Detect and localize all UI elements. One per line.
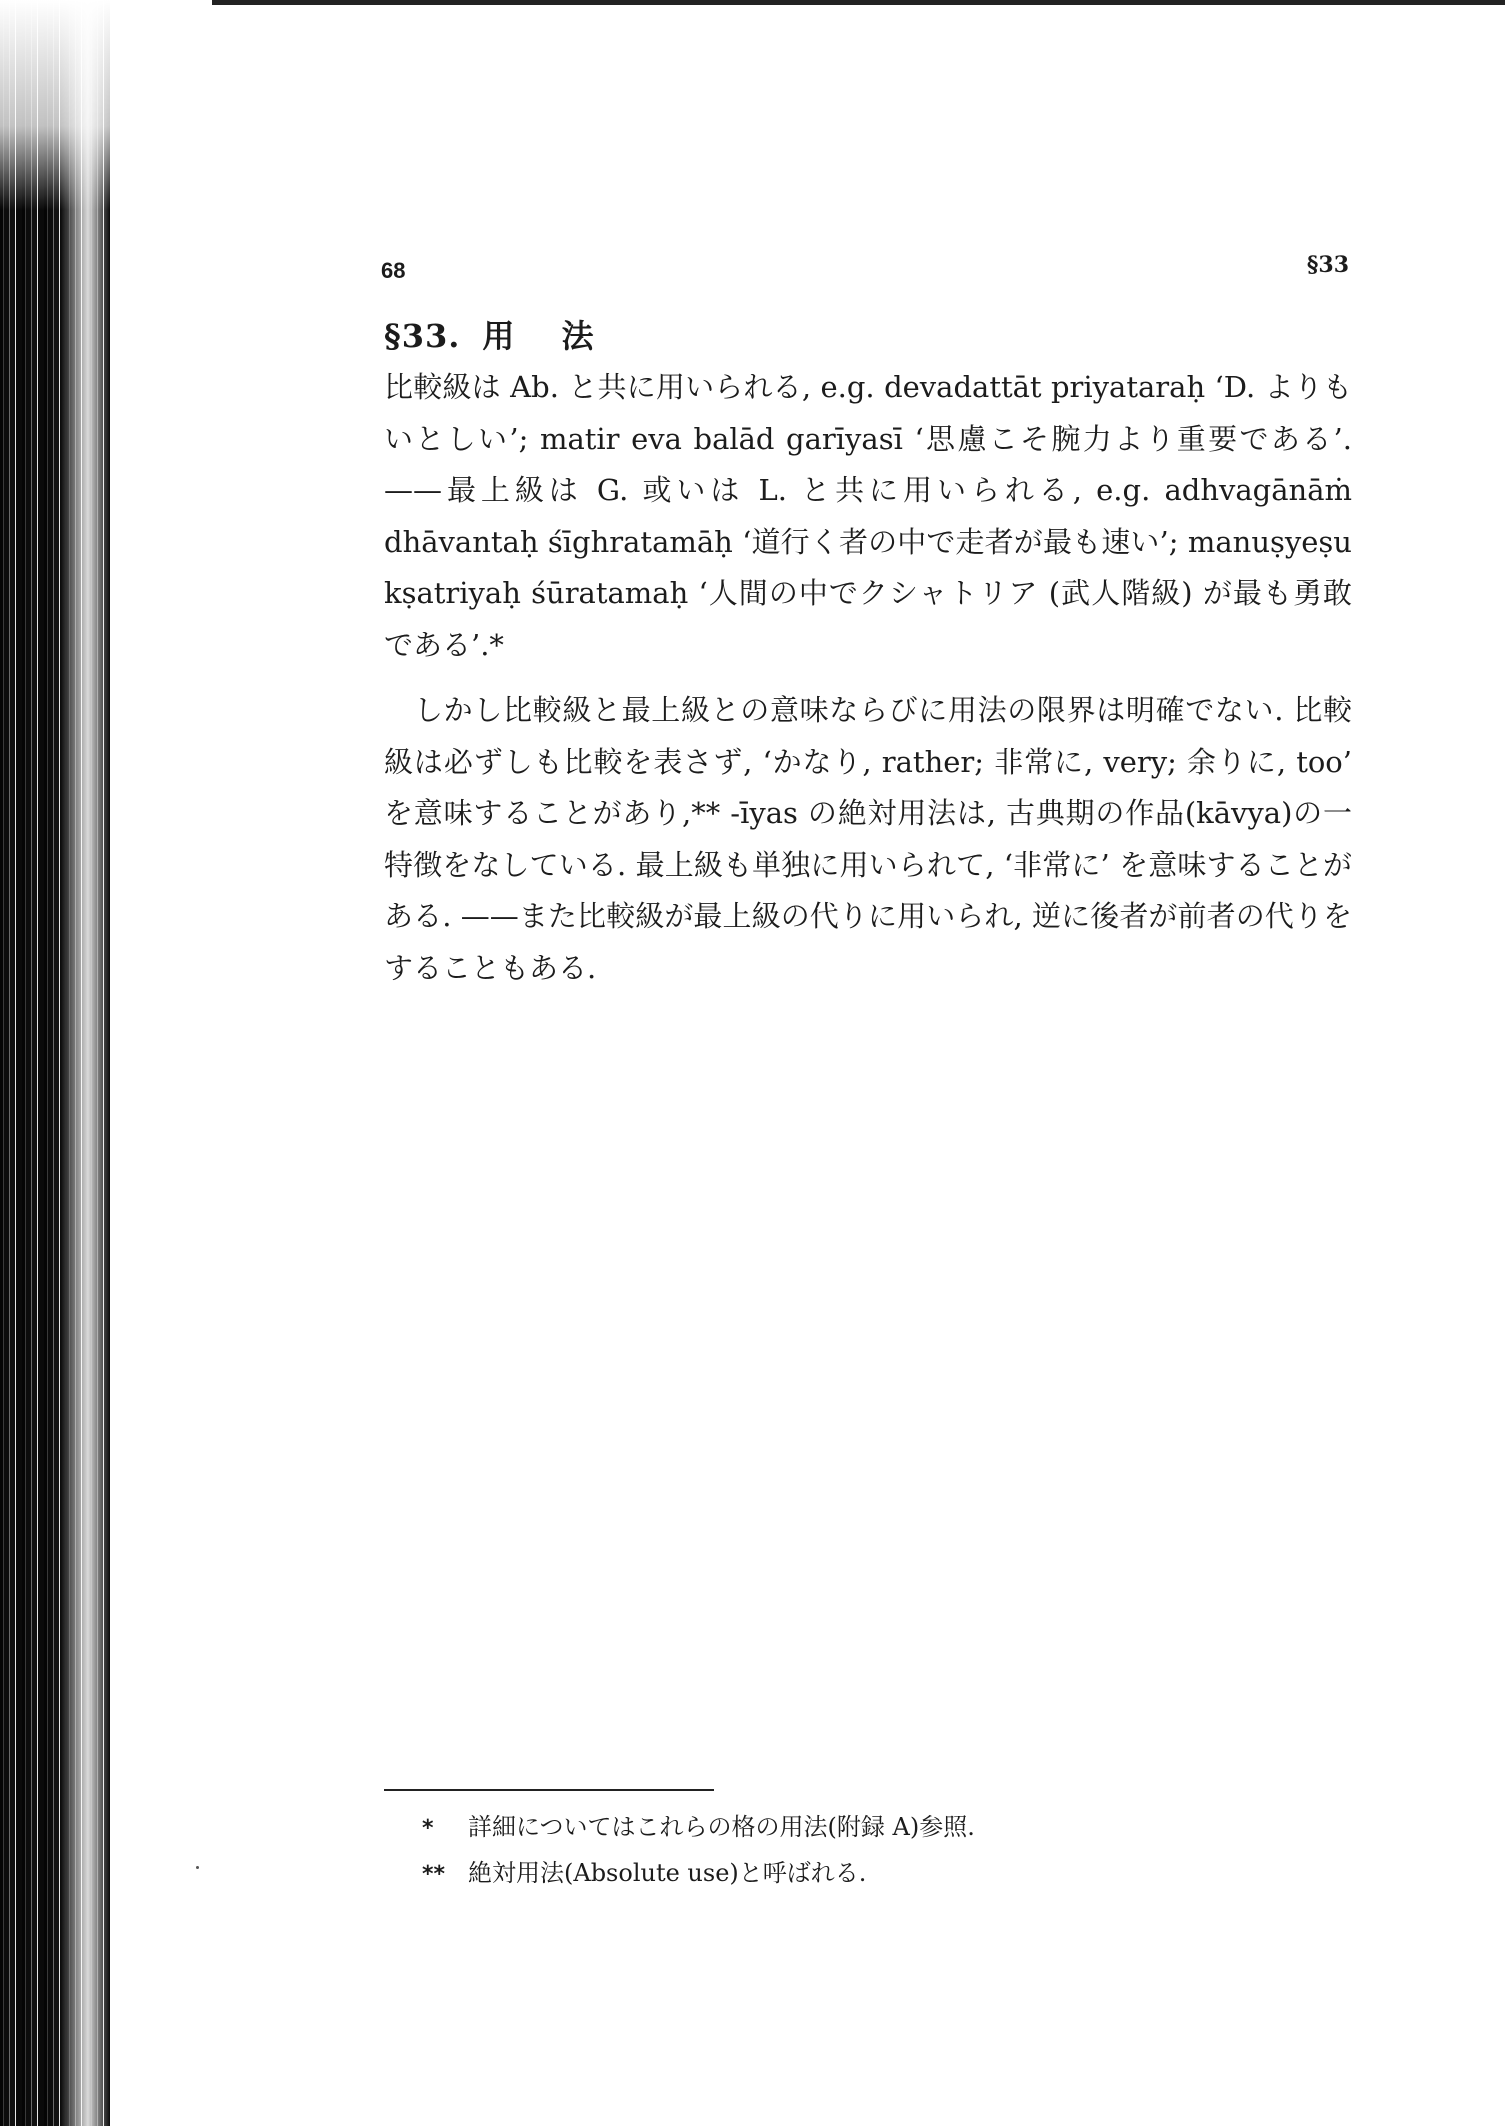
scan-speck	[196, 1866, 199, 1869]
footnote-item	[422, 1804, 1322, 1850]
page-number: 68	[381, 258, 406, 283]
section-number: §33.	[384, 317, 461, 355]
scan-top-edge	[212, 0, 1505, 5]
section-heading	[384, 310, 1352, 362]
footnote-mark: **	[422, 1862, 446, 1887]
section-body	[384, 310, 1352, 994]
binding-fade	[0, 0, 110, 2126]
paragraph-boundary-of-usage: しかし比較級と最上級との意味ならびに用法の限界は明確でない. 比較級は必ずしも比較を表さず, ‘かなり, rather; 非常に, very; 余りに, too’ を意味することがあり,** -īyas の絶対用法は, 古典期の作品(kāvya)の一特徴をなしている. 最上級も単独に用いられて, ‘非常に’ を意味することがある. ——また比較級が最上級の代りに用いられ, 逆に後者が前者の代りをすることもある.	[384, 693, 1352, 985]
section-title: 用 法	[482, 317, 612, 355]
footnote-mark: *	[422, 1816, 434, 1841]
paragraph-comparative-usage: 比較級は Ab. と共に用いられる, e.g. devadattāt priyataraḥ ‘D. よりもいとしい’; matir eva balād garīyasī ‘思慮こそ腕力より重要である’. ——最上級は G. 或いは L. と共に用いられる, e.g. adhvagānāṁ dhāvantaḥ śīghratamāḥ ‘道行く者の中で走者が最も速い’; manuṣyeṣu kṣatriyaḥ śūratamaḥ ‘人間の中でクシャトリア (武人階級) が最も勇敢である’.*	[384, 370, 1352, 662]
footnote-rule	[384, 1789, 714, 1791]
footnotes	[422, 1804, 1322, 1896]
binding-top-fade	[0, 0, 110, 210]
running-head: §33	[1306, 252, 1349, 278]
footnote-text: 絶対用法(Absolute use)と呼ばれる.	[468, 1859, 867, 1887]
footnote-text: 詳細についてはこれらの格の用法(附録 A)参照.	[468, 1813, 975, 1841]
footnote-item	[422, 1850, 1322, 1896]
